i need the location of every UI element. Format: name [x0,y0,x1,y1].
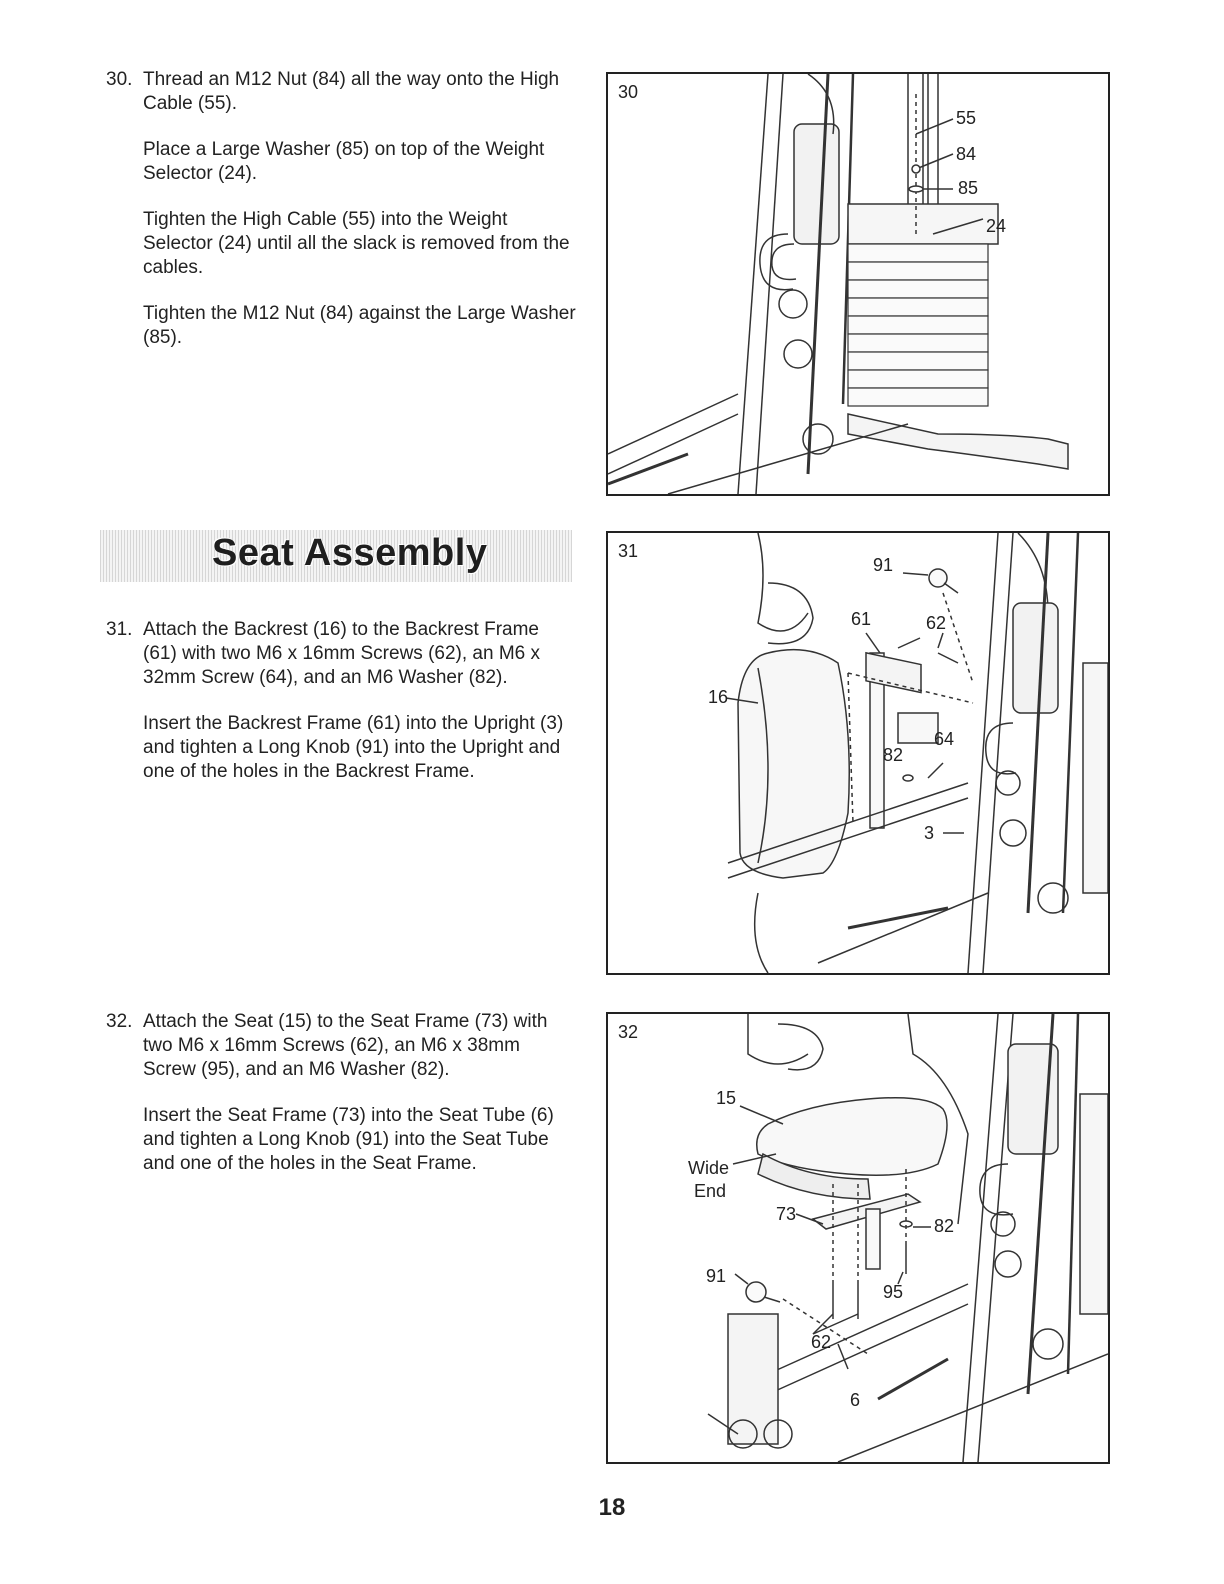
callout-82: 82 [883,745,904,765]
callout-95: 95 [883,1282,904,1302]
callout-62: 62 [926,613,947,633]
step-number: 30. [106,69,133,90]
step-paragraph: Tighten the M12 Nut (84) against the Large Washer (85). [143,303,576,348]
figure-31 [606,531,1110,975]
weight-stack-illustration [608,74,1108,494]
callout-wide: Wide [688,1158,730,1178]
figure-number: 31 [618,541,639,561]
callout-24: 24 [986,216,1007,236]
step-body [143,618,576,784]
figure-number: 32 [618,1022,639,1042]
callout-91: 91 [706,1266,727,1286]
step-number: 31. [106,619,133,640]
step-paragraph: Tighten the High Cable (55) into the Weight Selector (24) until all the slack is removed from the cables. [143,209,570,278]
callout-84: 84 [956,144,977,164]
step-paragraph: Thread an M12 Nut (84) all the way onto the High Cable (55). [143,69,560,114]
callout-3: 3 [924,823,935,843]
callout-91: 91 [873,555,894,575]
section-title: Seat Assembly [212,532,488,574]
step-paragraph: Attach the Seat (15) to the Seat Frame (73) with two M6 x 16mm Screws (62), an M6 x 38mm Screw (95), and an M6 Washer (82). [143,1011,548,1080]
callout-55: 55 [956,108,977,128]
callout-end: End [694,1181,727,1201]
figure-number: 30 [618,82,639,102]
step-paragraph: Insert the Backrest Frame (61) into the Upright (3) and tighten a Long Knob (91) into the Upright and one of the holes in the Backrest Frame. [143,713,564,782]
step-31 [106,618,576,806]
section-banner [100,530,572,582]
figure-30 [606,72,1110,496]
step-paragraph: Place a Large Washer (85) on top of the Weight Selector (24). [143,139,545,184]
callout-62: 62 [811,1332,832,1352]
page-number: 18 [598,1494,626,1521]
step-paragraph: Insert the Seat Frame (73) into the Seat Tube (6) and tighten a Long Knob (91) into the Seat Tube and one of the holes in the Seat Frame. [143,1105,554,1174]
step-body [143,68,576,350]
callout-15: 15 [716,1088,737,1108]
step-30 [106,68,576,372]
callout-73: 73 [776,1204,797,1224]
seat-illustration [608,1014,1108,1462]
step-body [143,1010,576,1176]
callout-64: 64 [934,729,955,749]
step-paragraph: Attach the Backrest (16) to the Backrest Frame (61) with two M6 x 16mm Screws (62), an M6 x 32mm Screw (64), and an M6 Washer (82). [143,619,540,688]
callout-16: 16 [708,687,729,707]
callout-61: 61 [851,609,872,629]
callout-82: 82 [934,1216,955,1236]
figure-32 [606,1012,1110,1464]
backrest-illustration [608,533,1108,973]
step-number: 32. [106,1011,133,1032]
callout-85: 85 [958,178,979,198]
step-32 [106,1010,576,1198]
callout-6: 6 [850,1390,861,1410]
